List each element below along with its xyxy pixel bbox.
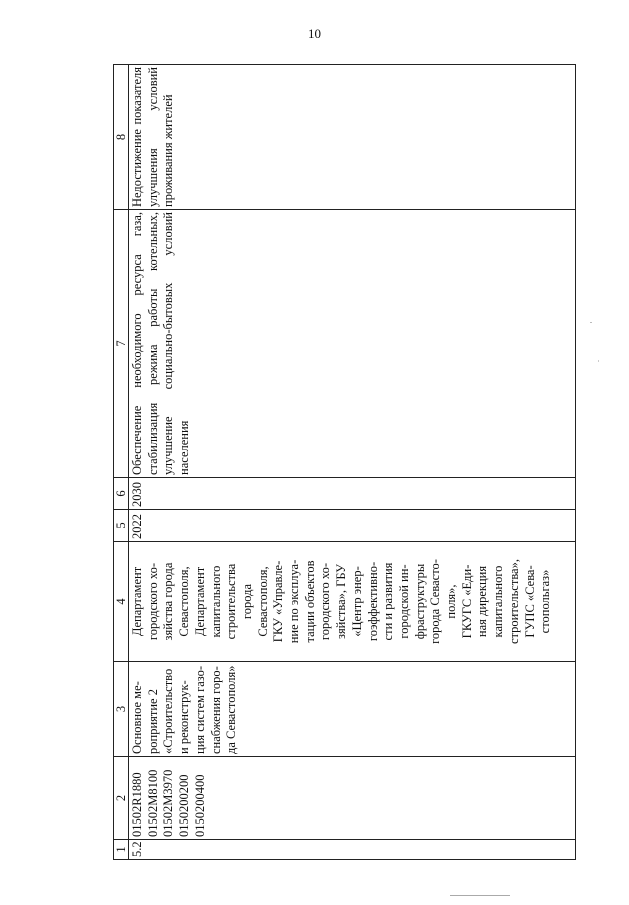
- budget-codes: [129, 757, 576, 840]
- scan-speck: [590, 322, 592, 323]
- responsible-line: ная дирекция: [475, 565, 490, 638]
- page-number: 10: [308, 26, 321, 41]
- responsible-line: фраструктуры: [412, 563, 427, 640]
- responsible-line: гоэффективно-: [365, 561, 380, 642]
- responsible-line: капитального: [491, 565, 506, 638]
- header-col-3: 3: [114, 662, 129, 757]
- responsible-line: строительства»,: [506, 559, 521, 644]
- responsible-line: ние по эксплуа-: [287, 559, 302, 644]
- header-col-7: 7: [114, 210, 129, 478]
- table-row: [129, 65, 576, 860]
- row-number: 5.2: [129, 840, 576, 860]
- measure-name: [129, 662, 576, 757]
- measure-line: ция систем газо-: [192, 665, 207, 754]
- consequence: Недостижение показателя улучшения условий проживания жителей: [129, 65, 576, 210]
- responsible-line: города: [239, 583, 254, 620]
- responsible-line: сти и развития: [381, 562, 396, 641]
- responsible-line: ГУПС «Сева-: [522, 565, 537, 638]
- responsible-line: «Центр энер-: [349, 566, 364, 637]
- budget-code: 0150200200: [177, 774, 192, 837]
- responsible-line: капитального: [208, 565, 223, 638]
- responsible-line: города Севасто-: [428, 559, 443, 644]
- responsible-line: Департамент: [130, 566, 144, 637]
- header-col-1: 1: [114, 840, 129, 860]
- responsible-line: ГКУ «Управле-: [271, 560, 286, 643]
- header-col-2: 2: [114, 757, 129, 840]
- budget-code: 0150200400: [192, 774, 207, 837]
- responsible-line: Севастополя,: [255, 566, 270, 637]
- responsible-line: стопольгаз»: [538, 569, 553, 634]
- responsible-line: городского хо-: [145, 562, 160, 641]
- header-col-6: 6: [114, 478, 129, 510]
- table-rotated-container: [113, 65, 576, 860]
- budget-code: 01502M8100: [145, 769, 160, 837]
- header-row: [114, 65, 129, 860]
- responsible-line: тации объектов: [302, 560, 317, 643]
- responsible-line: ГКУГС «Еди-: [459, 564, 474, 639]
- header-col-8: 8: [114, 65, 129, 210]
- measures-table: [113, 64, 576, 860]
- measure-line: роприятие 2: [145, 689, 160, 754]
- end-year: 2030: [129, 478, 576, 510]
- budget-code: 01502M3970: [161, 769, 176, 837]
- scan-speck: [598, 360, 599, 362]
- measure-line: Основное ме-: [130, 681, 144, 754]
- responsible-line: Севастополя,: [177, 566, 192, 637]
- measure-line: да Севастополя»: [224, 665, 239, 754]
- scan-edge-line: [450, 895, 510, 896]
- budget-code: 01502R1880: [130, 772, 144, 837]
- responsible-line: Департамент: [192, 566, 207, 637]
- measure-line: и реконструк-: [177, 680, 192, 754]
- header-col-5: 5: [114, 510, 129, 542]
- responsible-line: поля»,: [444, 584, 459, 619]
- measure-line: «Строительство: [161, 668, 176, 754]
- responsible-line: городского хо-: [318, 562, 333, 641]
- responsible-line: городской ин-: [396, 564, 411, 639]
- responsible-line: строительства: [224, 563, 239, 640]
- header-col-4: 4: [114, 542, 129, 662]
- responsible-line: зяйства города: [161, 562, 176, 641]
- responsible-executors: [129, 542, 576, 662]
- measure-line: снабжения горо-: [208, 666, 223, 754]
- start-year: 2022: [129, 510, 576, 542]
- responsible-line: зяйства», ГБУ: [334, 564, 349, 639]
- expected-result: Обеспечение необходимого ресурса газа, стабилизация режима работы котельных, улучшение социально-бытовых условий населения: [129, 210, 576, 478]
